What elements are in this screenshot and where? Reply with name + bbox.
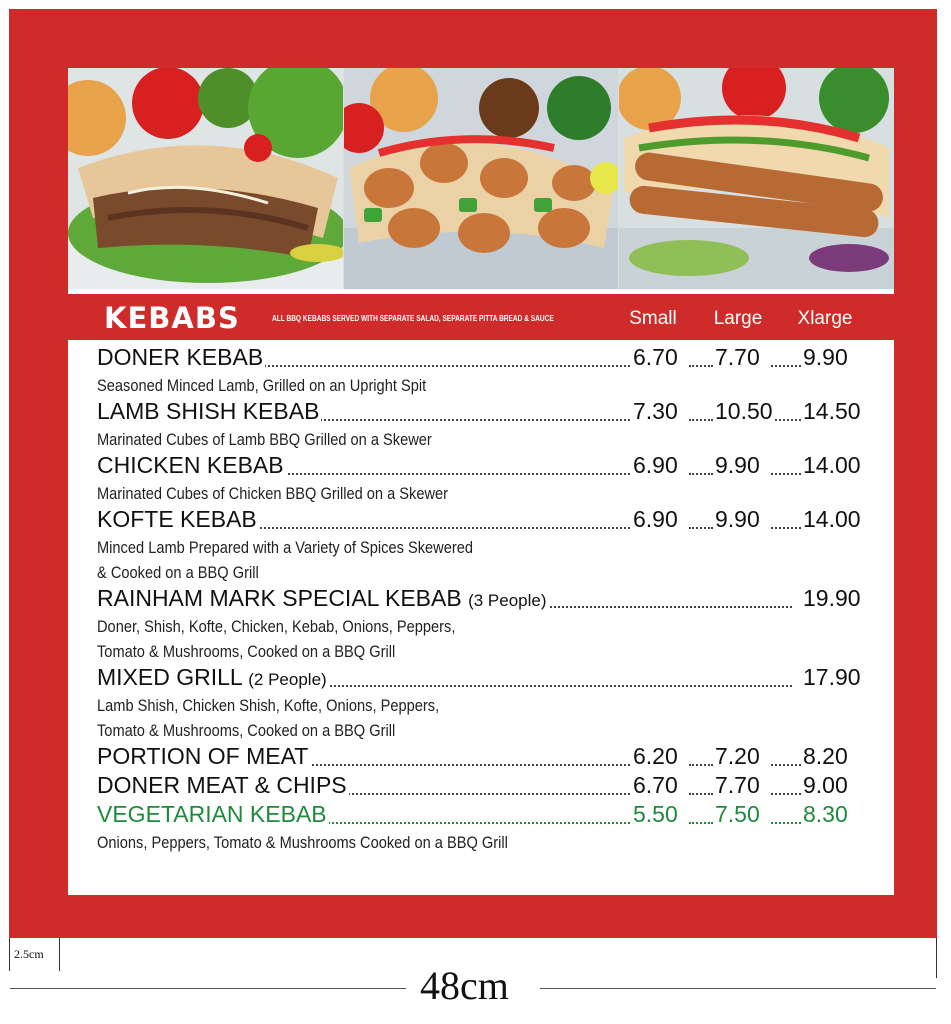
menu-item-price-large: 9.90 (715, 506, 760, 532)
menu-item-description: Lamb Shish, Chicken Shish, Kofte, Onions, Peppers, (97, 696, 440, 715)
doner-kebab-photo (68, 68, 344, 289)
menu-item-name-text: RAINHAM MARK SPECIAL KEBAB (97, 585, 462, 611)
dot-leader (689, 527, 713, 529)
right-dimension-tick (936, 938, 937, 978)
dot-leader (771, 822, 801, 824)
menu-item-name (97, 801, 329, 828)
menu-item-row (97, 452, 867, 481)
menu-section-header (68, 294, 894, 340)
menu-item-name (97, 398, 321, 425)
menu-item-price-xlarge: 8.30 (803, 801, 848, 827)
dot-leader (771, 793, 801, 795)
menu-item-name (97, 743, 310, 770)
menu-item-price-xlarge: 9.90 (803, 344, 848, 370)
menu-item-price-xlarge: 14.50 (803, 398, 861, 424)
column-header-xlarge: Xlarge (797, 308, 853, 329)
menu-item-price-small: 6.90 (633, 452, 678, 478)
menu-item-name-text: DONER KEBAB (97, 344, 264, 370)
menu-item-price-small: 7.30 (633, 398, 678, 424)
menu-item-description: Tomato & Mushrooms, Cooked on a BBQ Grill (97, 642, 396, 661)
menu-item-name-text: MIXED GRILL (97, 664, 242, 690)
dot-leader (689, 764, 713, 766)
menu-item-description: & Cooked on a BBQ Grill (97, 563, 259, 582)
menu-item-price: 17.90 (803, 664, 861, 690)
menu-item-name-text: LAMB SHISH KEBAB (97, 398, 320, 424)
menu-item-name (97, 452, 286, 479)
menu-board-border (9, 9, 937, 938)
menu-item-name (97, 772, 349, 799)
menu-item-price-xlarge: 8.20 (803, 743, 848, 769)
food-photo-strip (68, 68, 894, 289)
menu-item-name-text: DONER MEAT & CHIPS (97, 772, 347, 798)
dot-leader (689, 793, 713, 795)
menu-panel (68, 68, 894, 895)
menu-item-serves-note: (2 People) (248, 670, 327, 689)
menu-item-list (97, 344, 867, 855)
menu-item-name (97, 585, 549, 612)
menu-item-description: Minced Lamb Prepared with a Variety of Spices Skewered (97, 538, 473, 557)
dot-leader (689, 365, 713, 367)
menu-item-price-large: 10.50 (715, 398, 773, 424)
menu-item-price-small: 6.90 (633, 506, 678, 532)
width-dimension-line-right (540, 988, 936, 989)
dot-leader (689, 419, 713, 421)
menu-item-description: Marinated Cubes of Chicken BBQ Grilled on a Skewer (97, 484, 449, 503)
dot-leader (771, 764, 801, 766)
menu-item-price-large: 9.90 (715, 452, 760, 478)
kofte-kebab-photo (619, 68, 894, 289)
menu-item-name-text: PORTION OF MEAT (97, 743, 309, 769)
menu-item-row (97, 772, 867, 801)
menu-item-price-large: 7.70 (715, 344, 760, 370)
width-dimension-line-left (10, 988, 406, 989)
dot-leader (771, 527, 801, 529)
menu-item-price-small: 6.70 (633, 772, 678, 798)
menu-item-description: Onions, Peppers, Tomato & Mushrooms Cooked on a BBQ Grill (97, 833, 508, 852)
menu-item-description: Doner, Shish, Kofte, Chicken, Kebab, Onions, Peppers, (97, 617, 456, 636)
menu-item-name-text: VEGETARIAN KEBAB (97, 801, 327, 827)
menu-item-description: Tomato & Mushrooms, Cooked on a BBQ Grill (97, 721, 396, 740)
menu-item-name-text: KOFTE KEBAB (97, 506, 257, 532)
border-dimension-label: 2.5cm (14, 947, 44, 961)
menu-item-row (97, 585, 867, 614)
section-title: KEBABS (104, 301, 240, 335)
menu-item-serves-note: (3 People) (468, 591, 547, 610)
menu-item-price-large: 7.70 (715, 772, 760, 798)
menu-item-description: Marinated Cubes of Lamb BBQ Grilled on a Skewer (97, 430, 432, 449)
menu-item-row (97, 801, 867, 830)
column-header-small: Small (629, 308, 677, 329)
dot-leader (771, 365, 801, 367)
dot-leader (771, 419, 801, 421)
dot-leader (771, 473, 801, 475)
menu-item-name (97, 664, 329, 691)
menu-item-row (97, 506, 867, 535)
menu-item-price-xlarge: 14.00 (803, 506, 861, 532)
border-dimension-marker (9, 938, 60, 971)
column-header-large: Large (713, 308, 763, 329)
menu-item-price: 19.90 (803, 585, 861, 611)
menu-item-price-large: 7.20 (715, 743, 760, 769)
dot-leader (689, 822, 713, 824)
menu-item-price-small: 6.20 (633, 743, 678, 769)
menu-item-price-xlarge: 14.00 (803, 452, 861, 478)
menu-item-name (97, 506, 259, 533)
menu-item-row (97, 743, 867, 772)
menu-item-description: Seasoned Minced Lamb, Grilled on an Upright Spit (97, 376, 427, 395)
shish-kebab-photo (344, 68, 620, 289)
section-subtitle: ALL BBQ KEBABS SERVED WITH SEPARATE SALAD, SEPARATE PITTA BREAD & SAUCE (272, 314, 554, 323)
width-dimension-label: 48cm (420, 963, 509, 1008)
dot-leader (689, 473, 713, 475)
menu-item-name-text: CHICKEN KEBAB (97, 452, 284, 478)
menu-item-row (97, 344, 867, 373)
menu-item-price-small: 6.70 (633, 344, 678, 370)
menu-item-price-large: 7.50 (715, 801, 760, 827)
menu-item-price-small: 5.50 (633, 801, 678, 827)
menu-item-row (97, 664, 867, 693)
menu-item-price-xlarge: 9.00 (803, 772, 848, 798)
menu-item-name (97, 344, 265, 371)
menu-item-row (97, 398, 867, 427)
